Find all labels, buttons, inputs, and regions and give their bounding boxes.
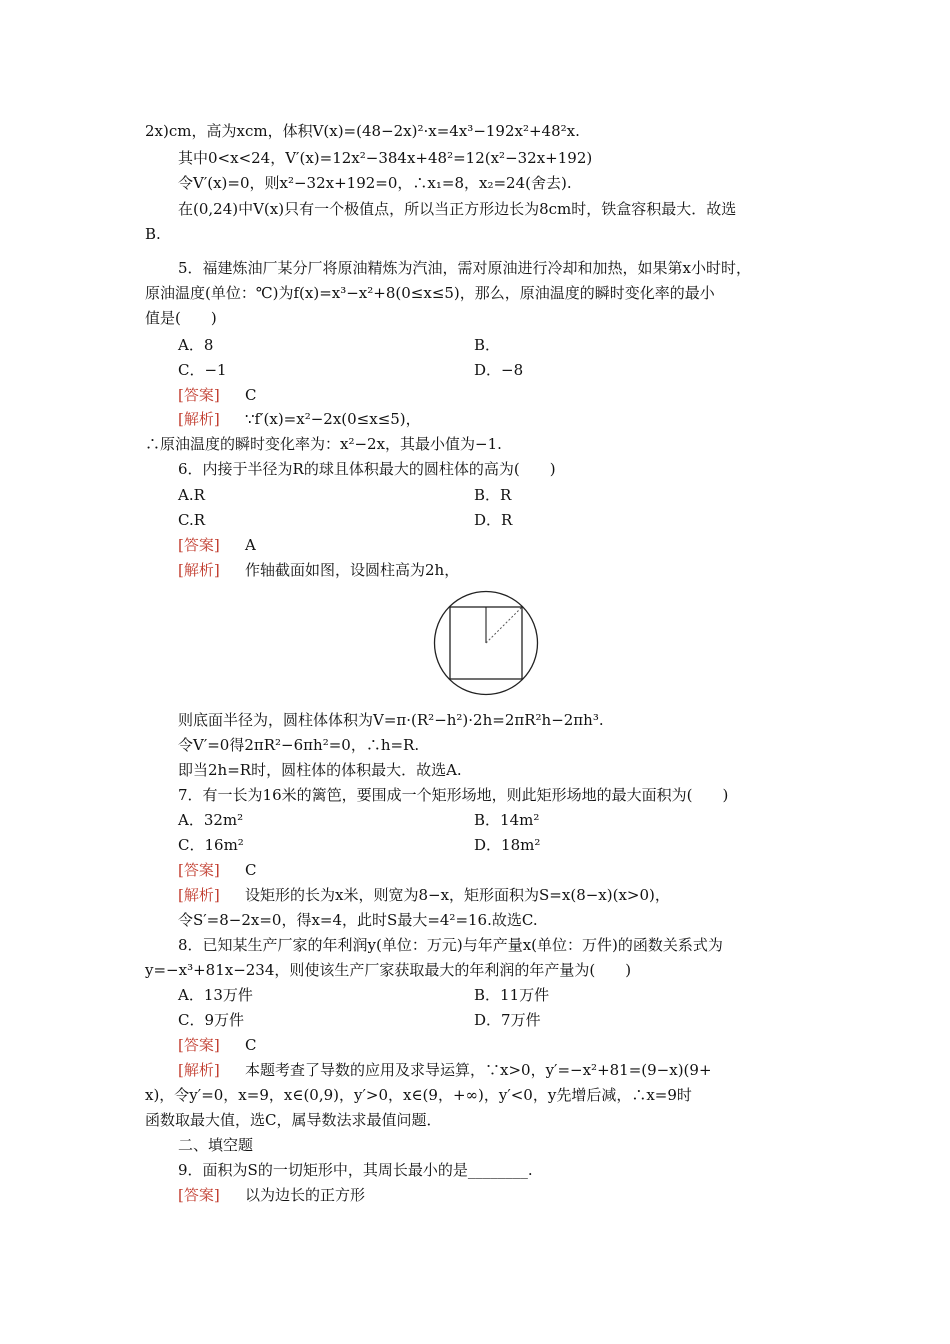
answer-value: 以为边长的正方形	[245, 1186, 366, 1204]
answer-tag: [答案]	[178, 1036, 220, 1054]
option-c: C．9万件	[178, 1011, 245, 1029]
analysis-tag: [解析]	[178, 1061, 220, 1079]
question-6: 6．内接于半径为R的球且体积最大的圆柱体的高为( )	[178, 460, 556, 478]
option-c: C．16m²	[178, 836, 244, 854]
text-line: 函数取最大值，选C，属导数法求最值问题．	[145, 1111, 442, 1129]
option-c: C．−1	[178, 361, 227, 379]
option-b: B．14m²	[474, 811, 540, 829]
text-line: B.	[145, 225, 161, 243]
answer-tag: [答案]	[178, 536, 220, 554]
option-d: D．R	[474, 511, 513, 529]
text-line: y=−x³+81x−234，则使该生产厂家获取最大的年利润的年产量为( )	[145, 961, 632, 979]
option-d: D．7万件	[474, 1011, 541, 1029]
section-heading: 二、填空题	[178, 1136, 254, 1154]
question-9: 9．面积为S的一切矩形中，其周长最小的是________.	[178, 1161, 533, 1179]
option-c: C.R	[178, 511, 206, 529]
option-b: B．11万件	[474, 986, 550, 1004]
answer-value: C	[245, 1036, 257, 1054]
radius-dashed	[486, 607, 522, 643]
text-line: 令S′=8−2x=0，得x=4，此时S最大=4²=16.故选C.	[178, 911, 538, 929]
answer-value: A	[245, 536, 256, 554]
question-8: 8．已知某生产厂家的年利润y(单位：万元)与年产量x(单位：万件)的函数关系式为	[178, 936, 723, 954]
option-d: D．18m²	[474, 836, 541, 854]
text-line: 令V′(x)=0，则x²−32x+192=0，∴x₁=8，x₂=24(舍去).	[178, 174, 572, 192]
analysis-tag: [解析]	[178, 886, 220, 904]
option-a: A.R	[178, 486, 205, 504]
text-line: 即当2h=R时，圆柱体的体积最大．故选A.	[178, 761, 462, 779]
analysis-text: 作轴截面如图，设圆柱高为2h，	[245, 561, 460, 579]
text-line: 2x)cm，高为xcm，体积V(x)=(48−2x)²·x=4x³−192x²+48²x.	[145, 122, 580, 140]
option-a: A．32m²	[178, 811, 244, 829]
analysis-text: ∵f′(x)=x²−2x(0≤x≤5)，	[245, 410, 421, 428]
answer-tag: [答案]	[178, 861, 220, 879]
question-5: 5．福建炼油厂某分厂将原油精炼为汽油，需对原油进行冷却和加热，如果第x小时时，	[178, 259, 752, 277]
answer-value: C	[245, 386, 257, 404]
text-line: 在(0,24)中V(x)只有一个极值点，所以当正方形边长为8cm时，铁盒容积最大．故选	[178, 200, 737, 218]
analysis-tag: [解析]	[178, 561, 220, 579]
option-d: D．−8	[474, 361, 524, 379]
text-line: 其中0<x<24，V′(x)=12x²−384x+48²=12(x²−32x+192)	[178, 149, 593, 167]
text-line: 值是( )	[145, 309, 217, 327]
cylinder-cross-section-diagram	[433, 590, 539, 696]
option-a: A．13万件	[178, 986, 253, 1004]
question-7: 7．有一长为16米的篱笆，要围成一个矩形场地，则此矩形场地的最大面积为( )	[178, 786, 729, 804]
answer-tag: [答案]	[178, 386, 220, 404]
answer-tag: [答案]	[178, 1186, 220, 1204]
option-b: B．	[474, 336, 501, 354]
answer-value: C	[245, 861, 257, 879]
analysis-text: 本题考查了导数的应用及求导运算，∵x>0，y′=−x²+81=(9−x)(9+	[245, 1061, 712, 1079]
analysis-tag: [解析]	[178, 410, 220, 428]
text-line: 令V′=0得2πR²−6πh²=0，∴h=R.	[178, 736, 420, 754]
analysis-text: 设矩形的长为x米，则宽为8−x，矩形面积为S=x(8−x)(x>0)，	[245, 886, 670, 904]
text-line: x)，令y′=0，x=9，x∈(0,9)，y′>0，x∈(9，+∞)，y′<0，y先增后减，∴x=9时	[145, 1086, 692, 1104]
option-a: A．8	[178, 336, 214, 354]
text-line: ∴原油温度的瞬时变化率为：x²−2x，其最小值为−1.	[145, 435, 502, 453]
text-line: 则底面半径为，圆柱体体积为V=π·(R²−h²)·2h=2πR²h−2πh³.	[178, 711, 604, 729]
text-line: 原油温度(单位：℃)为f(x)=x³−x²+8(0≤x≤5)，那么，原油温度的瞬时变化率的最小	[145, 284, 715, 302]
option-b: B．R	[474, 486, 512, 504]
